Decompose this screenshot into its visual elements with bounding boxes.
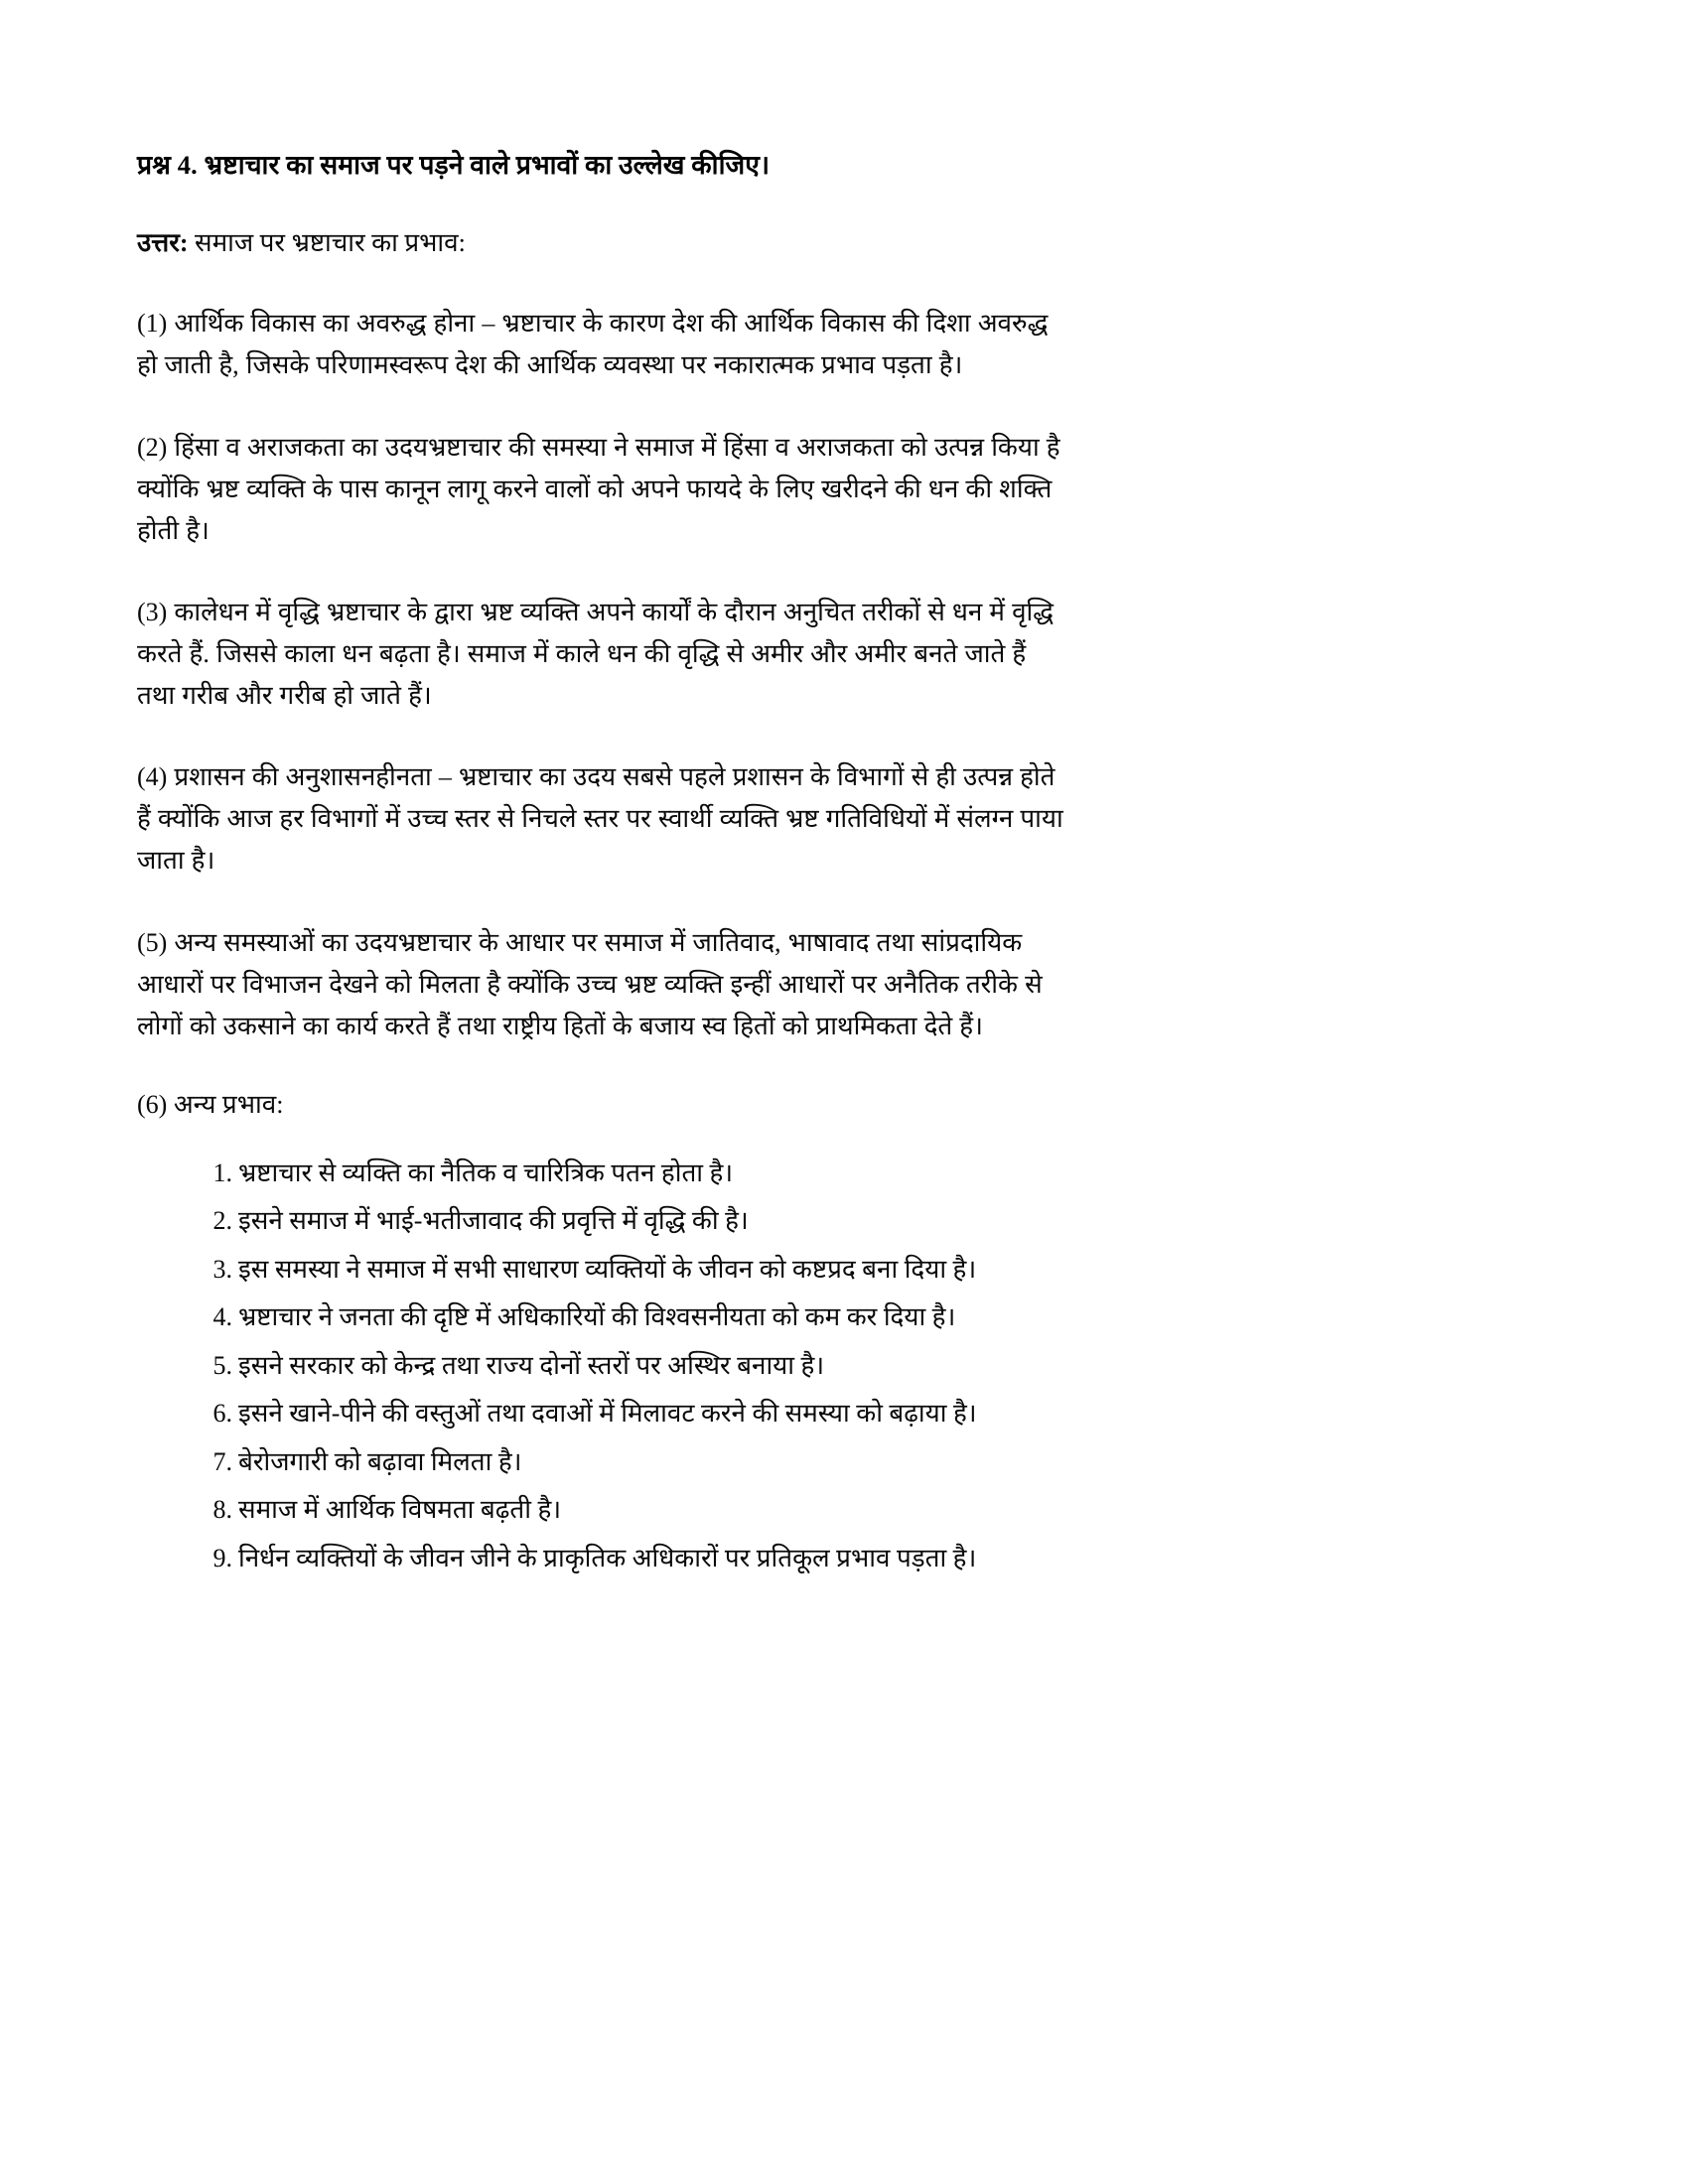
list-item-text: निर्धन व्यक्तियों के जीवन जीने के प्राकृतिक अधिकारों पर प्रतिकूल प्रभाव पड़ता है। [238,1543,977,1572]
effects-list [137,1154,1070,1578]
list-item [203,1442,1070,1482]
list-item [203,1490,1070,1530]
list-item-text: भ्रष्टाचार ने जनता की दृष्टि में अधिकारियों की विश्वसनीयता को कम कर दिया है। [238,1302,956,1332]
paragraph-4: (4) प्रशासन की अनुशासनहीनता – भ्रष्टाचार का उदय सबसे पहले प्रशासन के विभागों से ही उत्पन्न होते हैं क्योंकि आज हर विभागों में उच्च स्तर से निचले स्तर पर स्वार्थी व्यक्ति भ्रष्ट गतिविधियों में संलग्न पाया जाता है। [137,762,1063,876]
list-item [203,1201,1070,1241]
list-item [203,1154,1070,1193]
question-heading: प्रश्न 4. भ्रष्टाचार का समाज पर पड़ने वाले प्रभावों का उल्लेख कीजिए। [137,150,771,180]
answer-label: उत्तर: [137,227,189,257]
list-item-text: इसने समाज में भाई-भतीजावाद की प्रवृत्ति में वृद्धि की है। [238,1206,749,1236]
list-item-text: इस समस्या ने समाज में सभी साधारण व्यक्तियों के जीवन को कष्टप्रद बना दिया है। [238,1254,977,1284]
other-effects-subheading: (6) अन्य प्रभाव: [137,1089,284,1119]
list-item [203,1297,1070,1337]
answer-intro-text: समाज पर भ्रष्टाचार का प्रभाव: [188,227,466,257]
answer-intro-line [137,224,1070,262]
list-item [203,1346,1070,1386]
list-item [203,1539,1070,1578]
list-item-text: समाज में आर्थिक विषमता बढ़ती है। [238,1495,562,1525]
list-item-text: इसने खाने-पीने की वस्तुओं तथा दवाओं में मिलावट करने की समस्या को बढ़ाया है। [238,1399,977,1429]
paragraph-1: (1) आर्थिक विकास का अवरुद्ध होना – भ्रष्टाचार के कारण देश की आर्थिक विकास की दिशा अवरुद्ध हो जाती है, जिसके परिणामस्वरूप देश की आर्थिक व्यवस्था पर नकारात्मक प्रभाव पड़ता है। [137,309,1049,380]
list-item-text: इसने सरकार को केन्द्र तथा राज्य दोनों स्तरों पर अस्थिर बनाया है। [238,1350,825,1380]
list-item-text: बेरोजगारी को बढ़ावा मिलता है। [238,1446,522,1476]
paragraph-2: (2) हिंसा व अराजकता का उदयभ्रष्टाचार की समस्या ने समाज में हिंसा व अराजकता को उत्पन्न किया है क्योंकि भ्रष्ट व्यक्ति के पास कानून लागू करने वालों को अपने फायदे के लिए खरीदने की धन की शक्ति होती है। [137,432,1060,545]
paragraph-5: (5) अन्य समस्याओं का उदयभ्रष्टाचार के आधार पर समाज में जातिवाद, भाषावाद तथा सांप्रदायिक आधारों पर विभाजन देखने को मिलता है क्योंकि उच्च भ्रष्ट व्यक्ति इन्हीं आधारों पर अनैतिक तरीके से लोगों को उकसाने का कार्य करते हैं तथा राष्ट्रीय हितों के बजाय स्व हितों को प्राथमिकता देते हैं। [137,927,1043,1040]
paragraph-3: (3) कालेधन में वृद्धि भ्रष्टाचार के द्वारा भ्रष्ट व्यक्ति अपने कार्यों के दौरान अनुचित तरीकों से धन में वृद्धि करते हैं. जिससे काला धन बढ़ता है। समाज में काले धन की वृद्धि से अमीर और अमीर बनते जाते हैं तथा गरीब और गरीब हो जाते हैं। [137,597,1055,711]
list-item-text: भ्रष्टाचार से व्यक्ति का नैतिक व चारित्रिक पतन होता है। [238,1158,734,1187]
list-item [203,1250,1070,1290]
document-content [137,147,1070,1586]
list-item [203,1394,1070,1433]
